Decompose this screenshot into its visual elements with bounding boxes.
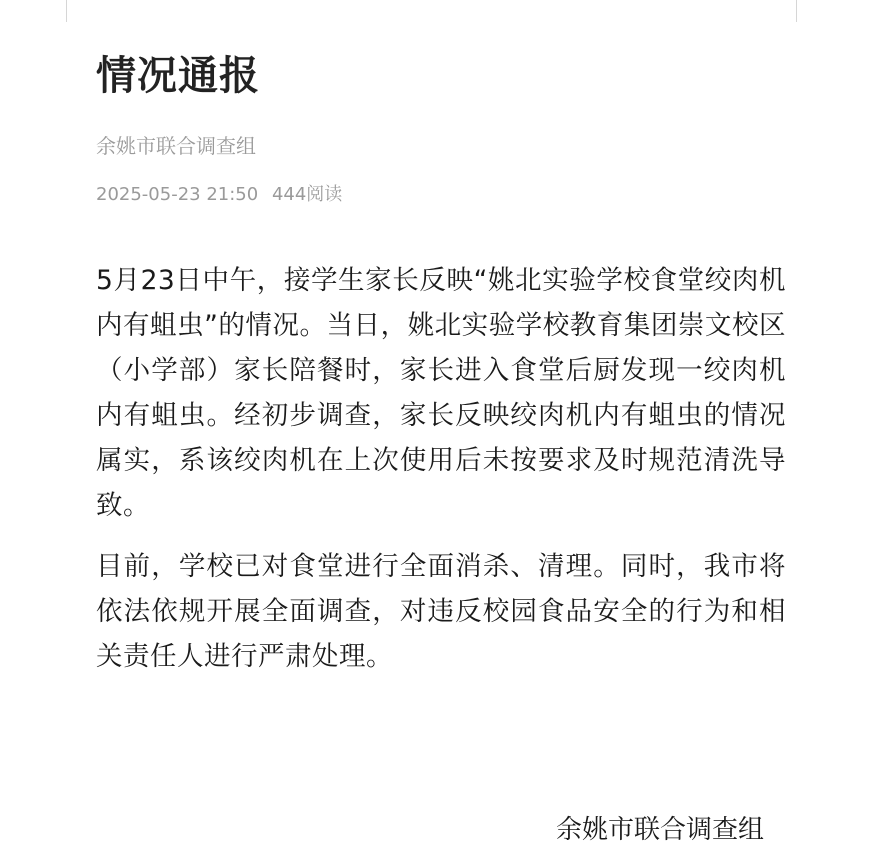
article-signature: 余姚市联合调查组 [555,815,764,845]
publish-datetime: 2025-05-23 21:50 [96,184,259,205]
page-edge-right [796,0,797,22]
read-count: 444阅读 [271,184,343,205]
article-header [96,48,786,208]
article-title: 情况通报 [96,53,260,99]
body-paragraph-2: 目前，学校已对食堂进行全面消杀、清理。同时，我市将依法依规开展全面调查，对违反校园食品安全的行为和相关责任人进行严肃处理。 [96,551,786,672]
article-body [96,258,786,695]
article-author[interactable]: 余姚市联合调查组 [96,134,256,158]
article-meta [96,182,786,208]
body-paragraph-1: 5月23日中午，接学生家长反映“姚北实验学校食堂绞肉机内有蛆虫”的情况。当日，姚北实验学校教育集团崇文校区（小学部）家长陪餐时，家长进入食堂后厨发现一绞肉机内有蛆虫。经初步调查，家长反映绞肉机内有蛆虫的情况属实，系该绞肉机在上次使用后未按要求及时规范清洗导致。 [96,265,786,521]
page-edge-left [66,0,67,22]
